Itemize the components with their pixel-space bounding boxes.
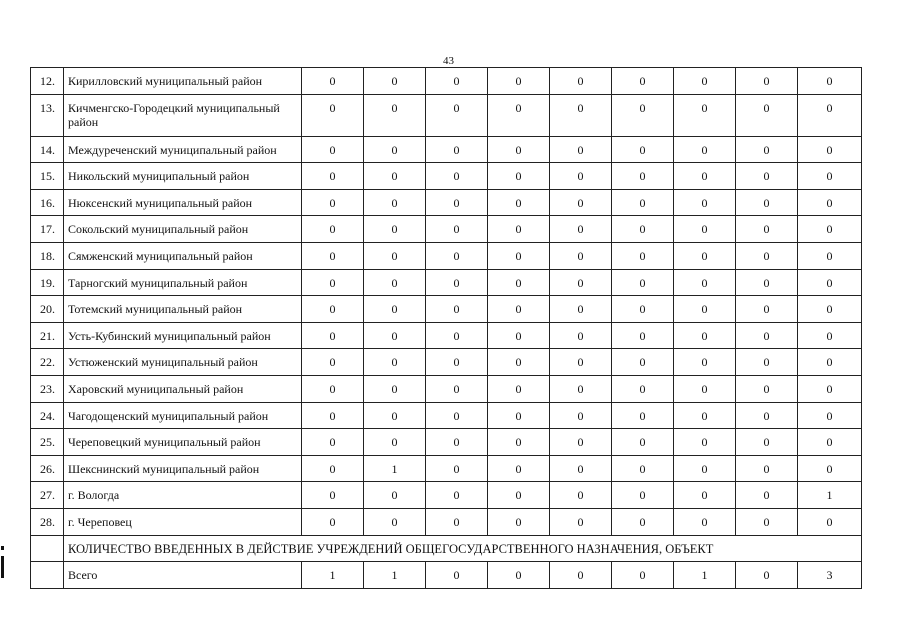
value-cell: 0 bbox=[550, 296, 612, 323]
row-index: 23. bbox=[31, 375, 64, 402]
total-value-cell: 1 bbox=[364, 562, 426, 589]
district-name: Тотемский муниципальный район bbox=[64, 296, 302, 323]
value-cell: 0 bbox=[674, 242, 736, 269]
value-cell: 0 bbox=[364, 296, 426, 323]
row-index: 19. bbox=[31, 269, 64, 296]
value-cell: 0 bbox=[612, 136, 674, 163]
value-cell: 0 bbox=[798, 296, 862, 323]
value-cell: 0 bbox=[736, 349, 798, 376]
value-cell: 0 bbox=[302, 242, 364, 269]
table-row bbox=[31, 216, 862, 243]
total-value-cell: 0 bbox=[612, 562, 674, 589]
value-cell: 0 bbox=[364, 242, 426, 269]
value-cell: 0 bbox=[736, 216, 798, 243]
value-cell: 0 bbox=[364, 402, 426, 429]
value-cell: 0 bbox=[798, 349, 862, 376]
value-cell: 0 bbox=[302, 402, 364, 429]
value-cell: 0 bbox=[426, 242, 488, 269]
value-cell: 0 bbox=[302, 189, 364, 216]
value-cell: 0 bbox=[736, 136, 798, 163]
table-row bbox=[31, 375, 862, 402]
total-value-cell: 1 bbox=[302, 562, 364, 589]
table-row bbox=[31, 482, 862, 509]
value-cell: 0 bbox=[550, 429, 612, 456]
value-cell: 0 bbox=[736, 163, 798, 190]
scan-edge-mark bbox=[1, 546, 4, 550]
value-cell: 1 bbox=[798, 482, 862, 509]
value-cell: 0 bbox=[736, 296, 798, 323]
value-cell: 0 bbox=[488, 269, 550, 296]
district-name: Устюженский муниципальный район bbox=[64, 349, 302, 376]
value-cell: 0 bbox=[364, 482, 426, 509]
district-name: Чагодощенский муниципальный район bbox=[64, 402, 302, 429]
value-cell: 0 bbox=[798, 163, 862, 190]
value-cell: 0 bbox=[612, 189, 674, 216]
value-cell: 0 bbox=[674, 136, 736, 163]
district-name: Сокольский муниципальный район bbox=[64, 216, 302, 243]
value-cell: 0 bbox=[426, 429, 488, 456]
value-cell: 0 bbox=[674, 375, 736, 402]
value-cell: 0 bbox=[550, 402, 612, 429]
value-cell: 0 bbox=[674, 349, 736, 376]
table-row bbox=[31, 68, 862, 95]
value-cell: 0 bbox=[674, 455, 736, 482]
value-cell: 0 bbox=[550, 269, 612, 296]
value-cell: 0 bbox=[550, 375, 612, 402]
district-name: Харовский муниципальный район bbox=[64, 375, 302, 402]
value-cell: 0 bbox=[426, 296, 488, 323]
value-cell: 0 bbox=[798, 216, 862, 243]
value-cell: 0 bbox=[364, 136, 426, 163]
value-cell: 0 bbox=[612, 296, 674, 323]
value-cell: 0 bbox=[674, 269, 736, 296]
value-cell: 0 bbox=[302, 163, 364, 190]
row-index: 22. bbox=[31, 349, 64, 376]
value-cell: 0 bbox=[550, 482, 612, 509]
value-cell: 0 bbox=[798, 189, 862, 216]
district-name: г. Вологда bbox=[64, 482, 302, 509]
table-row bbox=[31, 94, 862, 136]
value-cell: 0 bbox=[488, 349, 550, 376]
value-cell: 0 bbox=[488, 429, 550, 456]
value-cell: 0 bbox=[736, 455, 798, 482]
value-cell: 0 bbox=[426, 68, 488, 95]
value-cell: 0 bbox=[364, 269, 426, 296]
value-cell: 0 bbox=[302, 349, 364, 376]
value-cell: 0 bbox=[674, 94, 736, 136]
row-index: 16. bbox=[31, 189, 64, 216]
scan-edge-mark bbox=[1, 556, 4, 578]
value-cell: 0 bbox=[798, 322, 862, 349]
value-cell: 0 bbox=[550, 216, 612, 243]
row-index: 12. bbox=[31, 68, 64, 95]
value-cell: 0 bbox=[612, 242, 674, 269]
value-cell: 0 bbox=[364, 508, 426, 535]
table-row bbox=[31, 189, 862, 216]
district-name: г. Череповец bbox=[64, 508, 302, 535]
row-index: 20. bbox=[31, 296, 64, 323]
table-body bbox=[31, 68, 862, 589]
value-cell: 0 bbox=[798, 94, 862, 136]
value-cell: 0 bbox=[426, 94, 488, 136]
value-cell: 0 bbox=[364, 349, 426, 376]
total-value-cell: 0 bbox=[736, 562, 798, 589]
value-cell: 0 bbox=[612, 402, 674, 429]
value-cell: 0 bbox=[426, 402, 488, 429]
table-row bbox=[31, 322, 862, 349]
value-cell: 0 bbox=[550, 163, 612, 190]
value-cell: 0 bbox=[302, 508, 364, 535]
value-cell: 0 bbox=[302, 136, 364, 163]
value-cell: 0 bbox=[488, 375, 550, 402]
district-name: Череповецкий муниципальный район bbox=[64, 429, 302, 456]
value-cell: 0 bbox=[798, 429, 862, 456]
district-name: Никольский муниципальный район bbox=[64, 163, 302, 190]
value-cell: 0 bbox=[550, 322, 612, 349]
value-cell: 0 bbox=[364, 216, 426, 243]
row-index: 15. bbox=[31, 163, 64, 190]
value-cell: 0 bbox=[302, 455, 364, 482]
value-cell: 0 bbox=[612, 94, 674, 136]
value-cell: 0 bbox=[426, 216, 488, 243]
value-cell: 0 bbox=[674, 402, 736, 429]
value-cell: 0 bbox=[612, 429, 674, 456]
value-cell: 0 bbox=[364, 94, 426, 136]
total-value-cell: 0 bbox=[488, 562, 550, 589]
total-row bbox=[31, 562, 862, 589]
section-row bbox=[31, 535, 862, 562]
value-cell: 0 bbox=[798, 375, 862, 402]
row-index: 17. bbox=[31, 216, 64, 243]
value-cell: 0 bbox=[612, 163, 674, 190]
value-cell: 0 bbox=[302, 296, 364, 323]
value-cell: 0 bbox=[736, 402, 798, 429]
value-cell: 0 bbox=[302, 429, 364, 456]
row-index: 27. bbox=[31, 482, 64, 509]
value-cell: 0 bbox=[302, 68, 364, 95]
value-cell: 0 bbox=[736, 375, 798, 402]
value-cell: 0 bbox=[674, 508, 736, 535]
value-cell: 0 bbox=[426, 189, 488, 216]
table-row bbox=[31, 269, 862, 296]
value-cell: 0 bbox=[488, 402, 550, 429]
table-row bbox=[31, 455, 862, 482]
value-cell: 0 bbox=[612, 269, 674, 296]
value-cell: 0 bbox=[488, 242, 550, 269]
value-cell: 0 bbox=[488, 68, 550, 95]
value-cell: 0 bbox=[798, 508, 862, 535]
value-cell: 0 bbox=[674, 68, 736, 95]
value-cell: 0 bbox=[612, 482, 674, 509]
district-name: Кичменгско-Городецкий муниципальный район bbox=[64, 94, 302, 136]
value-cell: 0 bbox=[488, 482, 550, 509]
value-cell: 0 bbox=[798, 269, 862, 296]
value-cell: 0 bbox=[302, 375, 364, 402]
total-label: Всего bbox=[64, 562, 302, 589]
value-cell: 0 bbox=[550, 189, 612, 216]
value-cell: 0 bbox=[488, 455, 550, 482]
value-cell: 1 bbox=[364, 455, 426, 482]
value-cell: 0 bbox=[736, 242, 798, 269]
section-title: КОЛИЧЕСТВО ВВЕДЕННЫХ В ДЕЙСТВИЕ УЧРЕЖДЕНИЙ ОБЩЕГОСУДАРСТВЕННОГО НАЗНАЧЕНИЯ, ОБЪЕКТ bbox=[64, 535, 862, 562]
value-cell: 0 bbox=[426, 163, 488, 190]
district-name: Междуреченский муниципальный район bbox=[64, 136, 302, 163]
value-cell: 0 bbox=[488, 136, 550, 163]
value-cell: 0 bbox=[736, 68, 798, 95]
value-cell: 0 bbox=[426, 508, 488, 535]
value-cell: 0 bbox=[302, 94, 364, 136]
total-value-cell: 0 bbox=[426, 562, 488, 589]
district-name: Усть-Кубинский муниципальный район bbox=[64, 322, 302, 349]
value-cell: 0 bbox=[302, 216, 364, 243]
value-cell: 0 bbox=[674, 189, 736, 216]
value-cell: 0 bbox=[426, 136, 488, 163]
value-cell: 0 bbox=[550, 508, 612, 535]
value-cell: 0 bbox=[612, 508, 674, 535]
district-name: Шекснинский муниципальный район bbox=[64, 455, 302, 482]
value-cell: 0 bbox=[798, 402, 862, 429]
value-cell: 0 bbox=[736, 482, 798, 509]
value-cell: 0 bbox=[364, 189, 426, 216]
value-cell: 0 bbox=[364, 163, 426, 190]
total-index-cell bbox=[31, 562, 64, 589]
value-cell: 0 bbox=[736, 94, 798, 136]
value-cell: 0 bbox=[550, 68, 612, 95]
value-cell: 0 bbox=[736, 429, 798, 456]
value-cell: 0 bbox=[736, 322, 798, 349]
row-index: 13. bbox=[31, 94, 64, 136]
value-cell: 0 bbox=[426, 482, 488, 509]
table-row bbox=[31, 402, 862, 429]
value-cell: 0 bbox=[736, 189, 798, 216]
value-cell: 0 bbox=[488, 322, 550, 349]
value-cell: 0 bbox=[612, 68, 674, 95]
value-cell: 0 bbox=[364, 322, 426, 349]
value-cell: 0 bbox=[488, 216, 550, 243]
page-number: 43 bbox=[443, 55, 454, 67]
value-cell: 0 bbox=[736, 269, 798, 296]
value-cell: 0 bbox=[798, 455, 862, 482]
value-cell: 0 bbox=[550, 94, 612, 136]
value-cell: 0 bbox=[364, 429, 426, 456]
value-cell: 0 bbox=[488, 508, 550, 535]
table-row bbox=[31, 296, 862, 323]
value-cell: 0 bbox=[488, 189, 550, 216]
district-name: Нюксенский муниципальный район bbox=[64, 189, 302, 216]
value-cell: 0 bbox=[674, 429, 736, 456]
total-value-cell: 1 bbox=[674, 562, 736, 589]
value-cell: 0 bbox=[488, 296, 550, 323]
value-cell: 0 bbox=[426, 269, 488, 296]
value-cell: 0 bbox=[364, 68, 426, 95]
value-cell: 0 bbox=[612, 455, 674, 482]
value-cell: 0 bbox=[426, 455, 488, 482]
district-name: Кирилловский муниципальный район bbox=[64, 68, 302, 95]
value-cell: 0 bbox=[798, 136, 862, 163]
value-cell: 0 bbox=[550, 136, 612, 163]
value-cell: 0 bbox=[736, 508, 798, 535]
table-row bbox=[31, 349, 862, 376]
table-row bbox=[31, 429, 862, 456]
value-cell: 0 bbox=[674, 163, 736, 190]
row-index: 26. bbox=[31, 455, 64, 482]
total-value-cell: 0 bbox=[550, 562, 612, 589]
value-cell: 0 bbox=[302, 322, 364, 349]
value-cell: 0 bbox=[674, 482, 736, 509]
value-cell: 0 bbox=[612, 216, 674, 243]
value-cell: 0 bbox=[488, 163, 550, 190]
value-cell: 0 bbox=[364, 375, 426, 402]
value-cell: 0 bbox=[674, 296, 736, 323]
table-row bbox=[31, 163, 862, 190]
value-cell: 0 bbox=[302, 269, 364, 296]
table-row bbox=[31, 136, 862, 163]
value-cell: 0 bbox=[426, 375, 488, 402]
district-name: Сямженский муниципальный район bbox=[64, 242, 302, 269]
value-cell: 0 bbox=[550, 455, 612, 482]
value-cell: 0 bbox=[612, 349, 674, 376]
value-cell: 0 bbox=[426, 322, 488, 349]
total-value-cell: 3 bbox=[798, 562, 862, 589]
section-index-cell bbox=[31, 535, 64, 562]
value-cell: 0 bbox=[550, 242, 612, 269]
row-index: 24. bbox=[31, 402, 64, 429]
value-cell: 0 bbox=[674, 216, 736, 243]
row-index: 25. bbox=[31, 429, 64, 456]
row-index: 28. bbox=[31, 508, 64, 535]
row-index: 14. bbox=[31, 136, 64, 163]
data-table bbox=[30, 67, 862, 589]
value-cell: 0 bbox=[798, 242, 862, 269]
value-cell: 0 bbox=[612, 322, 674, 349]
value-cell: 0 bbox=[674, 322, 736, 349]
value-cell: 0 bbox=[798, 68, 862, 95]
district-name: Тарногский муниципальный район bbox=[64, 269, 302, 296]
value-cell: 0 bbox=[488, 94, 550, 136]
table-row bbox=[31, 508, 862, 535]
value-cell: 0 bbox=[426, 349, 488, 376]
row-index: 21. bbox=[31, 322, 64, 349]
value-cell: 0 bbox=[550, 349, 612, 376]
value-cell: 0 bbox=[302, 482, 364, 509]
value-cell: 0 bbox=[612, 375, 674, 402]
table-row bbox=[31, 242, 862, 269]
row-index: 18. bbox=[31, 242, 64, 269]
